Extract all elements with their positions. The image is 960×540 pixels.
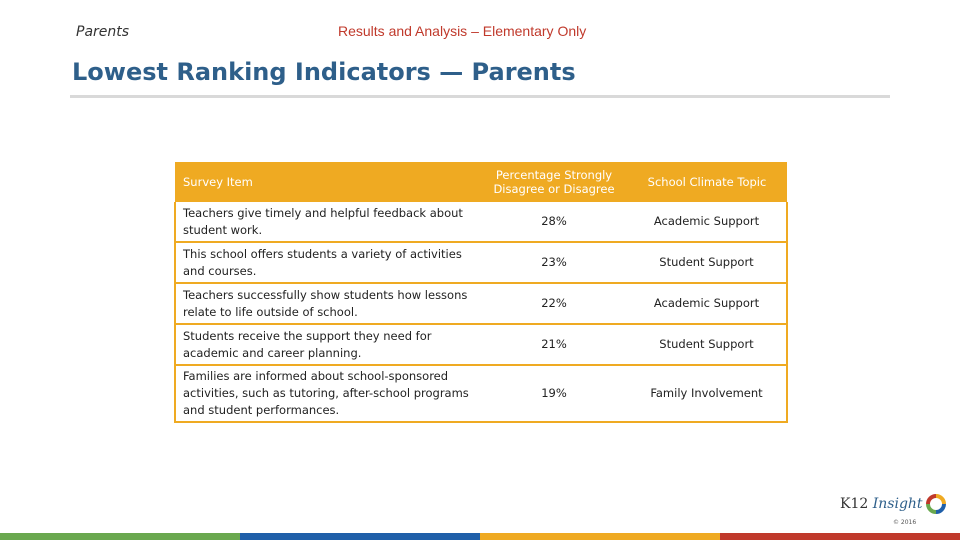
logo-wordmark: K12 Insight [840, 496, 923, 512]
title-divider [70, 95, 890, 98]
bar-segment-red [720, 533, 960, 540]
page-title: Lowest Ranking Indicators — Parents [72, 58, 576, 86]
header-topic: School Climate Topic [627, 162, 787, 202]
table-row [175, 202, 787, 242]
bar-segment-green [0, 533, 240, 540]
header-subtitle: Results and Analysis – Elementary Only [338, 23, 587, 39]
header-survey-item: Survey Item [175, 162, 481, 202]
table-row [175, 242, 787, 283]
bar-segment-orange [480, 533, 720, 540]
topic-cell: Student Support [627, 242, 787, 283]
survey-item-cell: Teachers successfully show students how lessons relate to life outside of school. [175, 283, 481, 324]
percentage-cell: 21% [481, 324, 627, 365]
percentage-cell: 19% [481, 365, 627, 422]
header-percentage: Percentage Strongly Disagree or Disagree [481, 162, 627, 202]
percentage-cell: 22% [481, 283, 627, 324]
topic-cell: Academic Support [627, 202, 787, 242]
survey-item-cell: Families are informed about school-sponsored activities, such as tutoring, after-school programs and student performances. [175, 365, 481, 422]
survey-item-cell: This school offers students a variety of activities and courses. [175, 242, 481, 283]
k12-insight-logo [840, 494, 946, 514]
topic-cell: Family Involvement [627, 365, 787, 422]
percentage-cell: 28% [481, 202, 627, 242]
table-row [175, 365, 787, 422]
copyright-text: © 2016 [893, 519, 917, 526]
bar-segment-blue [240, 533, 480, 540]
survey-item-cell: Students receive the support they need for academic and career planning. [175, 324, 481, 365]
logo-ring-icon [926, 494, 946, 514]
table-row [175, 324, 787, 365]
topic-cell: Academic Support [627, 283, 787, 324]
table-header-row [175, 162, 787, 202]
section-label: Parents [76, 24, 130, 40]
bottom-color-bar [0, 533, 960, 540]
survey-item-cell: Teachers give timely and helpful feedback about student work. [175, 202, 481, 242]
table-row [175, 283, 787, 324]
percentage-cell: 23% [481, 242, 627, 283]
topic-cell: Student Support [627, 324, 787, 365]
survey-table [174, 162, 788, 423]
